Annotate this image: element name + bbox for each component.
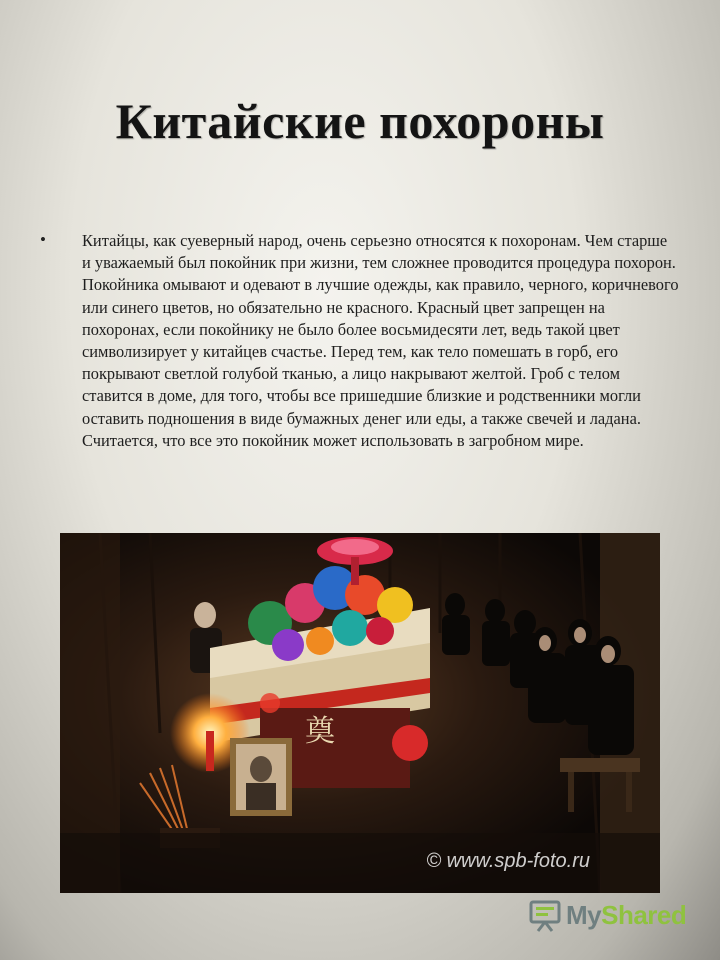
slide-title: Китайские похороны [115,93,605,149]
funeral-photo [60,533,660,893]
myshared-logo[interactable] [528,896,698,936]
logo-text-shared: Shared [601,900,687,930]
bullet-text: Китайцы, как суеверный народ, очень серьезно относятся к похоронам. Чем старше и уважаемый был покойник при жизни, тем сложнее проводится процедура похорон. Покойника омывают и одевают в лучшие одежды, как правило, черного, коричневого или синего цветов, но обязательно не красного. Красный цвет запрещен на похоронах, если покойнику не было более восьмидесяти лет, ведь такой цвет символизирует у китайцев счастье. Перед тем, как тело помешать в горб, его покрывают светлой голубой тканью, а лицо накрывают желтой. Гроб с телом ставится в доме, для того, чтобы все пришедшие близкие и родственники могли оставить подношения в виде бумажных денег или еды, а также свечей и ладана. Считается, что все это покойник может использовать в загробном мире. [82,231,679,450]
funeral-scene-illustration [60,533,660,893]
logo-text-my: My [566,900,602,930]
photo-watermark: © www.spb-foto.ru [426,850,590,872]
presentation-board-icon [528,898,562,932]
coffin-character: 奠 [305,714,335,749]
bullet-marker: • [40,230,46,249]
logo-text [566,900,686,931]
